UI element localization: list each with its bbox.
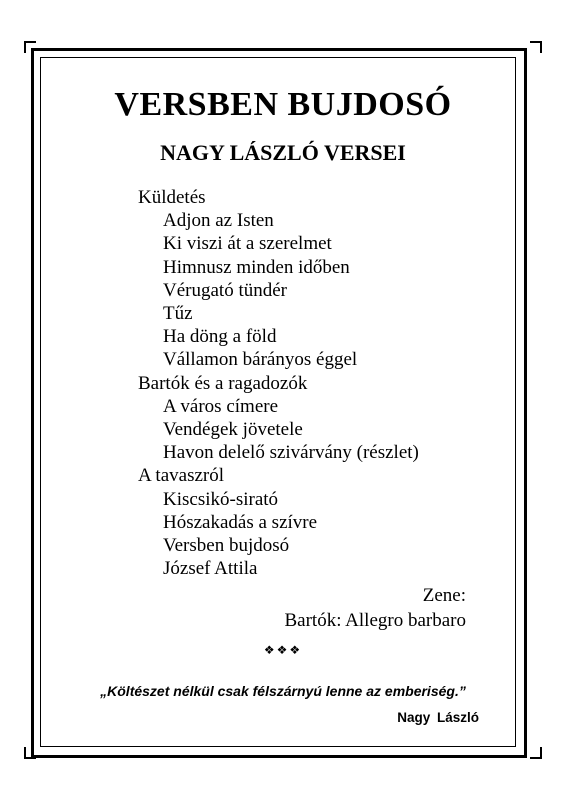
music-piece: Bartók: Allegro barbaro: [284, 610, 466, 631]
poem-list: [138, 186, 419, 580]
quote: „Költészet nélkül csak félszárnyú lenne az emberiség.”: [100, 683, 466, 699]
section-heading: Bartók és a ragadozók: [138, 372, 308, 394]
section-heading: A tavaszról: [138, 465, 225, 487]
poem-title: Vendégek jövetele: [163, 419, 303, 441]
section-heading: Küldetés: [138, 187, 206, 208]
separator-ornament: ❖❖❖: [263, 643, 303, 657]
poem-title: Ki viszi át a szerelmet: [163, 233, 332, 255]
music-label: Zene:: [422, 585, 466, 606]
quote-author: Nagy László: [397, 710, 479, 725]
poem-title: Vállamon bárányos éggel: [163, 349, 358, 371]
poem-title: József Attila: [163, 558, 258, 580]
poem-title: Versben bujdosó: [163, 535, 290, 557]
poem-title: Hószakadás a szívre: [163, 511, 318, 533]
poem-title: Adjon az Isten: [163, 210, 274, 232]
poem-title: Tűz: [163, 303, 193, 325]
poem-title: Ha döng a föld: [163, 326, 277, 348]
frame-corner-bl-v: [24, 747, 26, 759]
poem-title: Vérugató tündér: [163, 279, 287, 301]
page-subtitle: NAGY LÁSZLÓ VERSEI: [160, 140, 406, 165]
poem-title: Himnusz minden időben: [163, 256, 350, 278]
poem-title: Havon delelő szivárvány (részlet): [163, 442, 419, 464]
poem-title: A város címere: [163, 395, 279, 417]
page-title: VERSBEN BUJDOSÓ: [114, 86, 452, 123]
frame-corner-tr-v: [540, 41, 542, 53]
frame-corner-br-v: [540, 747, 542, 759]
poem-title: Kiscsikó-sirató: [163, 488, 279, 510]
music-credit: [284, 583, 466, 633]
frame-corner-tl-v: [24, 41, 26, 53]
